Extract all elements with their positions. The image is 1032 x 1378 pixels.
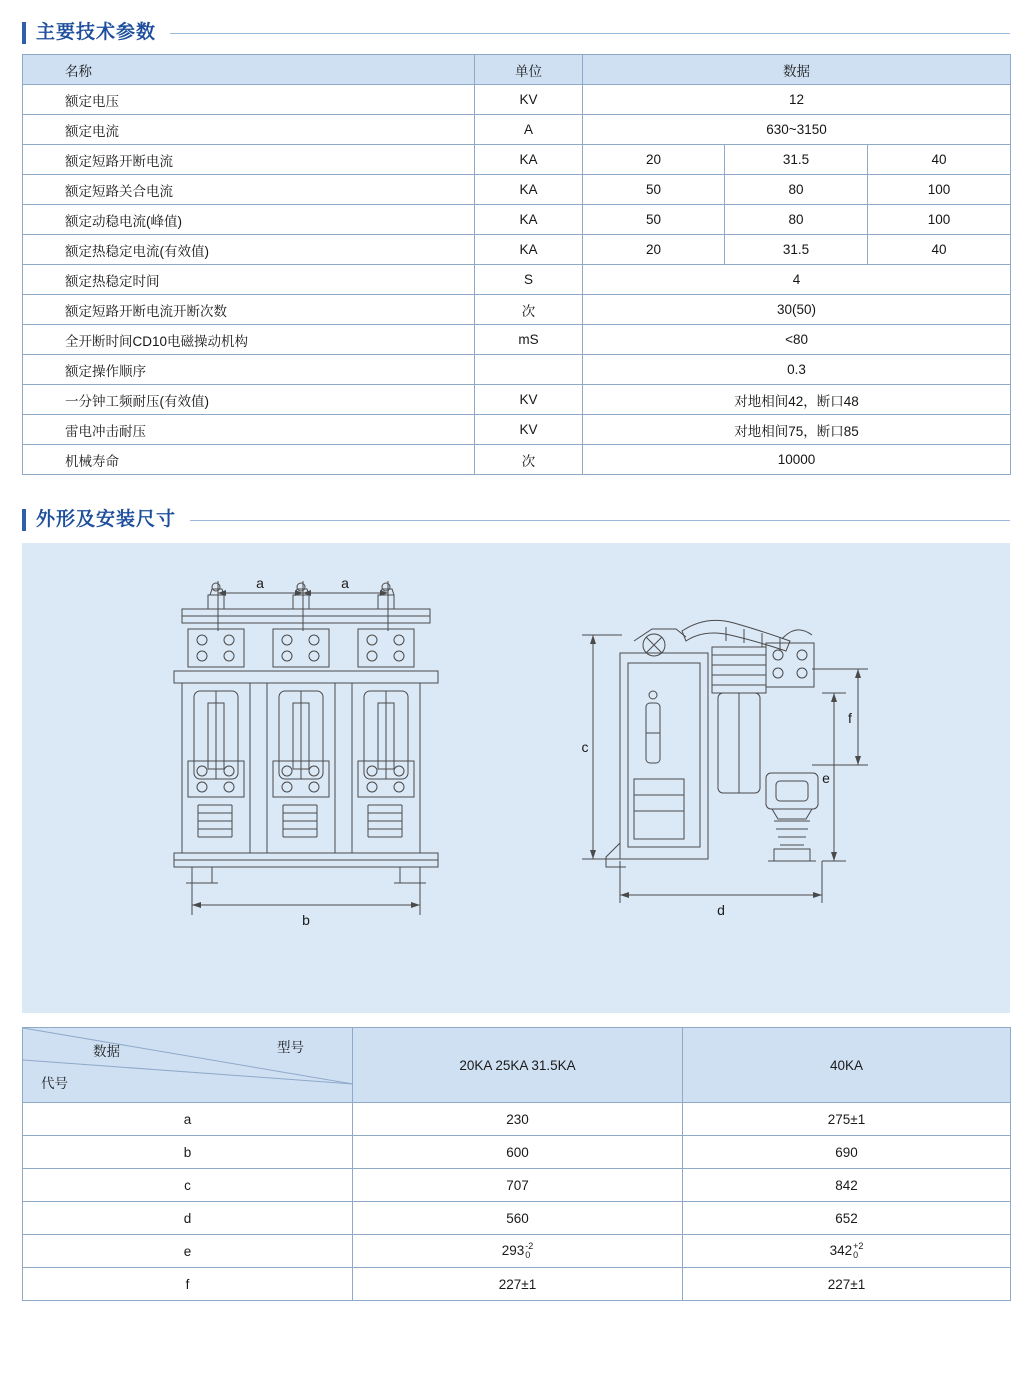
- spec-name-cell: 雷电冲击耐压: [23, 415, 475, 445]
- dim-col-header-1: 20KA 25KA 31.5KA: [353, 1028, 683, 1103]
- spec-name-cell: 额定电压: [23, 85, 475, 115]
- dim-value-cell-1: [353, 1169, 683, 1202]
- spec-name-cell: 额定短路开断电流开断次数: [23, 295, 475, 325]
- spec-data-cell: 630~3150: [583, 115, 1011, 145]
- dim-code-cell: f: [23, 1268, 353, 1301]
- spec-unit-cell: KA: [475, 205, 583, 235]
- dimension-table-container: [0, 1027, 1032, 1301]
- dim-value: 342: [829, 1242, 853, 1258]
- spec-data-cell: 40: [868, 145, 1011, 175]
- dim-code-cell: c: [23, 1169, 353, 1202]
- spec-name-cell: 额定热稳定时间: [23, 265, 475, 295]
- table-header-row: [23, 55, 1011, 85]
- dim-value: 293: [501, 1242, 525, 1258]
- dim-value-cell-2: [683, 1169, 1011, 1202]
- header-divider: [170, 33, 1010, 34]
- spec-unit-cell: 次: [475, 445, 583, 475]
- dim-col-header-2: 40KA: [683, 1028, 1011, 1103]
- dim-value-cell-2: [683, 1235, 1011, 1268]
- section-accent-bar: [22, 22, 26, 44]
- spec-name-cell: 额定动稳电流(峰值): [23, 205, 475, 235]
- dim-value: 600: [506, 1144, 529, 1160]
- dim-value-cell-1: [353, 1202, 683, 1235]
- table-row: [23, 85, 1011, 115]
- spec-table-body: [23, 85, 1011, 475]
- table-row: [23, 115, 1011, 145]
- spec-data-cell: 100: [868, 175, 1011, 205]
- dim-value: 842: [835, 1177, 858, 1193]
- dim-value: 707: [506, 1177, 529, 1193]
- spec-unit-cell: mS: [475, 325, 583, 355]
- header-divider-2: [190, 520, 1010, 521]
- spec-data-cell: 80: [725, 175, 868, 205]
- spec-data-cell: 50: [583, 175, 725, 205]
- label-e: e: [822, 770, 830, 786]
- dimension-drawing: [22, 543, 1010, 1013]
- spec-data-cell: 0.3: [583, 355, 1011, 385]
- dim-code-cell: d: [23, 1202, 353, 1235]
- table-row: [23, 1235, 1011, 1268]
- spec-unit-cell: KA: [475, 175, 583, 205]
- label-b: b: [302, 912, 310, 928]
- table-row: [23, 295, 1011, 325]
- table-row: [23, 175, 1011, 205]
- dim-value-cell-1: [353, 1268, 683, 1301]
- spec-name-cell: 额定热稳定电流(有效值): [23, 235, 475, 265]
- dim-value: 230: [506, 1111, 529, 1127]
- spec-name-cell: 额定短路开断电流: [23, 145, 475, 175]
- spec-data-cell: 40: [868, 235, 1011, 265]
- spec-name-cell: 一分钟工频耐压(有效值): [23, 385, 475, 415]
- label-c: c: [581, 739, 589, 755]
- spec-data-cell: 10000: [583, 445, 1011, 475]
- table-row: [23, 1136, 1011, 1169]
- page-title: 主要技术参数: [36, 22, 157, 43]
- spec-unit-cell: S: [475, 265, 583, 295]
- label-f: f: [848, 710, 852, 726]
- table-row: [23, 415, 1011, 445]
- spec-data-cell: 100: [868, 205, 1011, 235]
- spec-name-cell: 机械寿命: [23, 445, 475, 475]
- spec-data-cell: 80: [725, 205, 868, 235]
- dim-value-cell-2: [683, 1136, 1011, 1169]
- dim-value: 275±1: [827, 1111, 866, 1127]
- tolerance-stack: -2 0: [525, 1240, 534, 1260]
- col-header-data: 数据: [583, 55, 1011, 85]
- spec-name-cell: 额定操作顺序: [23, 355, 475, 385]
- dim-section-header: [0, 509, 1032, 531]
- spec-unit-cell: 次: [475, 295, 583, 325]
- spec-data-cell: <80: [583, 325, 1011, 355]
- dim-value: 652: [835, 1210, 858, 1226]
- spec-name-cell: 额定电流: [23, 115, 475, 145]
- spec-unit-cell: KA: [475, 235, 583, 265]
- dimension-table: [22, 1027, 1011, 1301]
- table-row: [23, 1169, 1011, 1202]
- spec-unit-cell: KA: [475, 145, 583, 175]
- spec-data-cell: 对地相间42，断口48: [583, 385, 1011, 415]
- dim-value-cell-1: [353, 1103, 683, 1136]
- table-row: [23, 355, 1011, 385]
- spec-unit-cell: KV: [475, 85, 583, 115]
- table-row: [23, 385, 1011, 415]
- table-row: [23, 325, 1011, 355]
- table-row: [23, 1268, 1011, 1301]
- dim-value-cell-1: [353, 1235, 683, 1268]
- spec-data-cell: 30(50): [583, 295, 1011, 325]
- dim-header-row: [23, 1028, 1011, 1103]
- spec-data-cell: 20: [583, 145, 725, 175]
- corner-label-data: 数据: [93, 1044, 120, 1059]
- spec-name-cell: 额定短路关合电流: [23, 175, 475, 205]
- dim-value-cell-2: [683, 1268, 1011, 1301]
- label-a2: a: [341, 575, 349, 591]
- dim-corner-cell: [23, 1028, 353, 1103]
- table-row: [23, 205, 1011, 235]
- dim-code-cell: b: [23, 1136, 353, 1169]
- corner-label-model: 型号: [277, 1040, 304, 1055]
- table-row: [23, 1202, 1011, 1235]
- spec-unit-cell: KV: [475, 415, 583, 445]
- spec-data-cell: 12: [583, 85, 1011, 115]
- corner-label-code: 代号: [41, 1076, 68, 1091]
- table-row: [23, 1103, 1011, 1136]
- spec-section-header: [0, 22, 1032, 44]
- col-header-name: 名称: [23, 55, 475, 85]
- table-row: [23, 235, 1011, 265]
- dim-value-cell-2: [683, 1103, 1011, 1136]
- dim-value: 690: [835, 1144, 858, 1160]
- dim-code-cell: a: [23, 1103, 353, 1136]
- section-accent-bar-2: [22, 509, 26, 531]
- dim-section-title: 外形及安装尺寸: [36, 509, 177, 530]
- spec-table: [22, 54, 1011, 475]
- spec-name-cell: 全开断时间CD10电磁操动机构: [23, 325, 475, 355]
- spec-unit-cell: [475, 355, 583, 385]
- spec-unit-cell: A: [475, 115, 583, 145]
- dim-code-cell: e: [23, 1235, 353, 1268]
- col-header-unit: 单位: [475, 55, 583, 85]
- tolerance-stack: +2 0: [853, 1240, 864, 1260]
- drawing-svg: [22, 543, 1010, 1013]
- spec-table-container: [0, 54, 1032, 475]
- dim-value: 227±1: [498, 1276, 537, 1292]
- label-d: d: [717, 902, 725, 918]
- dim-value: 227±1: [827, 1276, 866, 1292]
- spec-data-cell: 50: [583, 205, 725, 235]
- dim-value-cell-2: [683, 1202, 1011, 1235]
- dim-value: 560: [506, 1210, 529, 1226]
- spec-data-cell: 20: [583, 235, 725, 265]
- table-row: [23, 265, 1011, 295]
- spec-data-cell: 4: [583, 265, 1011, 295]
- spec-data-cell: 31.5: [725, 235, 868, 265]
- dimension-table-body: [23, 1103, 1011, 1301]
- dim-value-cell-1: [353, 1136, 683, 1169]
- table-row: [23, 445, 1011, 475]
- spec-data-cell: 对地相间75，断口85: [583, 415, 1011, 445]
- spec-data-cell: 31.5: [725, 145, 868, 175]
- spec-unit-cell: KV: [475, 385, 583, 415]
- label-a1: a: [256, 575, 264, 591]
- table-row: [23, 145, 1011, 175]
